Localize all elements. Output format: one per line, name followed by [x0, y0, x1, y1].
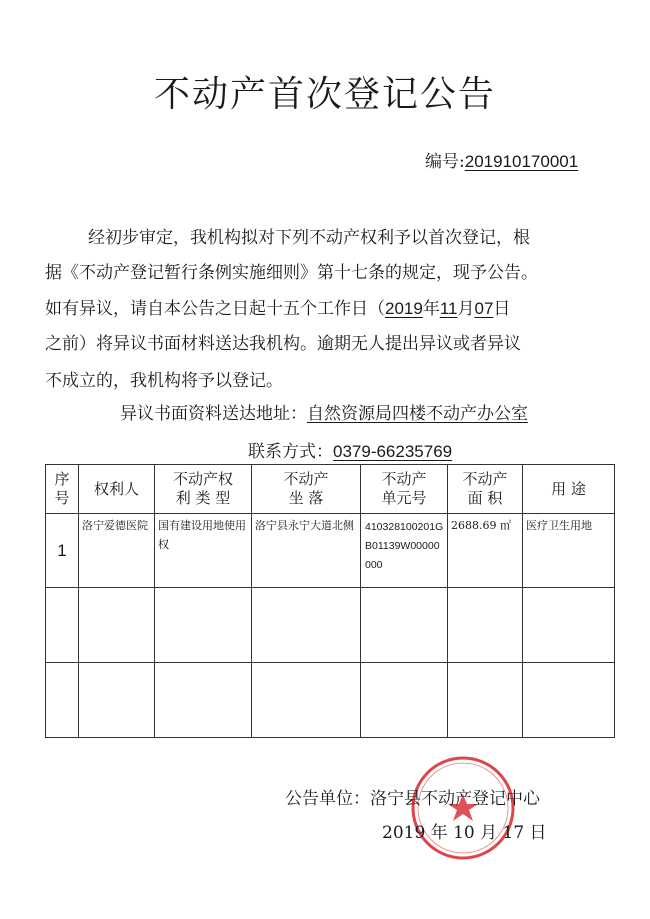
table-row	[46, 663, 615, 738]
header-right-type: 不动产权 利 类 型	[155, 465, 252, 514]
contact-info	[248, 437, 452, 462]
body-line-3	[45, 294, 510, 319]
document-number-value: 201910170001	[464, 152, 579, 171]
header-holder: 权利人	[79, 465, 155, 514]
header-seq: 序 号	[46, 465, 79, 514]
registration-table	[45, 464, 615, 738]
body-line-1: 经初步审定，我机构拟对下列不动产权利予以首次登记，根	[88, 228, 530, 248]
body-line-5: 不成立的，我机构将予以登记。	[45, 371, 283, 391]
header-area: 不动产 面 积	[448, 465, 523, 514]
deadline-intro: 如有异议，请自本公告之日起十五个工作日（	[45, 299, 385, 319]
cell-seq: 1	[46, 514, 79, 588]
cell-use: 医疗卫生用地	[523, 514, 615, 588]
header-unit-no: 不动产 单元号	[361, 465, 448, 514]
table-row	[46, 588, 615, 663]
deadline-year: 2019	[385, 299, 423, 318]
address-label: 异议书面资料送达地址：	[120, 404, 307, 424]
day-unit: 日	[493, 299, 511, 319]
issuer	[285, 784, 540, 809]
contact-phone: 0379-66235769	[333, 442, 453, 461]
page-title: 不动产首次登记公告	[153, 74, 496, 115]
header-use: 用 途	[523, 465, 615, 514]
cell-holder: 洛宁爱德医院	[79, 514, 155, 588]
issuer-label: 公告单位：	[285, 789, 370, 809]
body-line-2: 据《不动产登记暂行条例实施细则》第十七条的规定，现予公告。	[45, 263, 538, 283]
document-number-label: 编号:	[425, 152, 465, 172]
table-header-row	[46, 465, 615, 514]
body-line-4: 之前）将异议书面材料送达我机构。逾期无人提出异议或者异议	[45, 334, 521, 354]
cell-location: 洛宁县永宁大道北侧	[252, 514, 361, 588]
objection-address	[120, 399, 528, 424]
address-value: 自然资源局四楼不动产办公室	[307, 404, 528, 424]
table-row	[46, 514, 615, 588]
deadline-month: 11	[439, 299, 458, 318]
issue-date: 2019 年 10 月 17 日	[382, 823, 547, 843]
cell-right-type: 国有建设用地使用权	[155, 514, 252, 588]
cell-unit-no: 410328100201GB01139W00000000	[361, 514, 448, 588]
document-number	[425, 147, 578, 172]
header-location: 不动产 坐 落	[252, 465, 361, 514]
issuer-name: 洛宁县不动产登记中心	[370, 789, 540, 809]
month-unit: 月	[457, 299, 475, 319]
contact-label: 联系方式：	[248, 442, 333, 462]
cell-area: 2688.69 ㎡	[448, 514, 523, 588]
deadline-day: 07	[474, 299, 494, 318]
year-unit: 年	[422, 299, 440, 319]
